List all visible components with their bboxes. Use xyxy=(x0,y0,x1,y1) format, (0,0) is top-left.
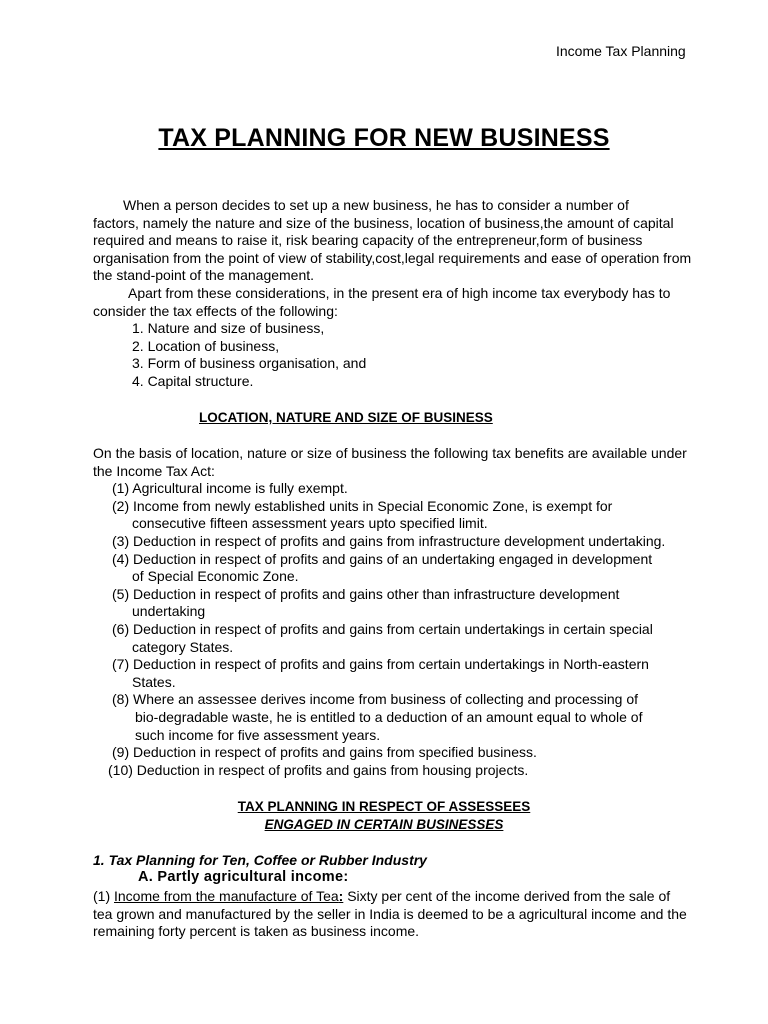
list-item: (3) Deduction in respect of profits and gains from infrastructure development undertaking. xyxy=(112,532,666,549)
list-item: (7) Deduction in respect of profits and gains from certain undertakings in North-eastern xyxy=(112,656,649,673)
list-item-continued: such income for five assessment years. xyxy=(135,726,381,743)
text-line: the stand-point of the management. xyxy=(93,267,315,284)
para-prefix: (1) xyxy=(93,888,114,904)
section-heading-businesses: ENGAGED IN CERTAIN BUSINESSES xyxy=(264,817,504,832)
list-item: (6) Deduction in respect of profits and gains from certain undertakings in certain special xyxy=(112,620,653,637)
text-line: consider the tax effects of the following: xyxy=(93,302,338,319)
list-item-continued: of Special Economic Zone. xyxy=(132,568,299,585)
list-item: (5) Deduction in respect of profits and gains other than infrastructure development xyxy=(112,585,620,602)
list-item: (9) Deduction in respect of profits and gains from specified business. xyxy=(112,744,537,761)
list-item: (4) Deduction in respect of profits and gains of an undertaking engaged in development xyxy=(112,550,653,567)
text-line: the Income Tax Act: xyxy=(93,462,215,479)
text-line: Apart from these considerations, in the present era of high income tax everybody has to xyxy=(128,284,671,301)
colon: : xyxy=(338,888,344,904)
list-item-continued: category States. xyxy=(132,638,234,655)
text-line: When a person decides to set up a new business, he has to consider a number of xyxy=(123,197,629,213)
text-line: organisation from the point of view of stability,cost,legal requirements and ease of operation from xyxy=(93,249,692,266)
list-item: (10) Deduction in respect of profits and gains from housing projects. xyxy=(108,761,529,778)
list-item-continued: undertaking xyxy=(132,603,206,620)
tea-income-term: Income from the manufacture of Tea xyxy=(114,888,339,904)
section-heading-assessees: TAX PLANNING IN RESPECT OF ASSESSEES xyxy=(237,799,531,814)
para-text: Sixty per cent of the income derived from the sale of xyxy=(343,888,671,904)
text-line: factors, namely the nature and size of the business, location of business,the amount of capital xyxy=(93,214,674,231)
list-item: 4. Capital structure. xyxy=(132,372,254,389)
tea-income-paragraph xyxy=(93,888,713,941)
list-item: 1. Nature and size of business, xyxy=(132,320,325,337)
list-item: 3. Form of business organisation, and xyxy=(132,355,367,372)
intro-paragraph-1 xyxy=(93,197,713,391)
section1-body xyxy=(93,445,713,779)
list-item: (8) Where an assessee derives income from business of collecting and processing of xyxy=(112,691,639,708)
list-item-continued: States. xyxy=(132,673,176,690)
text-line: tea grown and manufactured by the seller in India is deemed to be a agricultural income and the xyxy=(93,905,687,922)
list-item: (1) Agricultural income is fully exempt. xyxy=(112,480,348,497)
subheading-tea-coffee-rubber: 1. Tax Planning for Ten, Coffee or Rubber Industry xyxy=(93,852,427,868)
text-line: On the basis of location, nature or size of business the following tax benefits are available under xyxy=(93,445,687,461)
text-line: remaining forty percent is taken as business income. xyxy=(93,923,420,940)
running-header: Income Tax Planning xyxy=(556,43,686,59)
list-item-continued: consecutive fifteen assessment years upto specified limit. xyxy=(132,515,488,532)
subheading-partly-agricultural: A. Partly agricultural income: xyxy=(138,869,349,885)
list-item: (2) Income from newly established units in Special Economic Zone, is exempt for xyxy=(112,497,613,514)
list-item-continued: bio-degradable waste, he is entitled to a deduction of an amount equal to whole of xyxy=(135,708,643,725)
text-line xyxy=(93,888,713,906)
list-item: 2. Location of business, xyxy=(132,337,280,354)
text-line: required and means to raise it, risk bearing capacity of the entrepreneur,form of business xyxy=(93,232,643,249)
section-heading-location: LOCATION, NATURE AND SIZE OF BUSINESS xyxy=(199,410,493,425)
page-title: TAX PLANNING FOR NEW BUSINESS xyxy=(158,124,610,152)
